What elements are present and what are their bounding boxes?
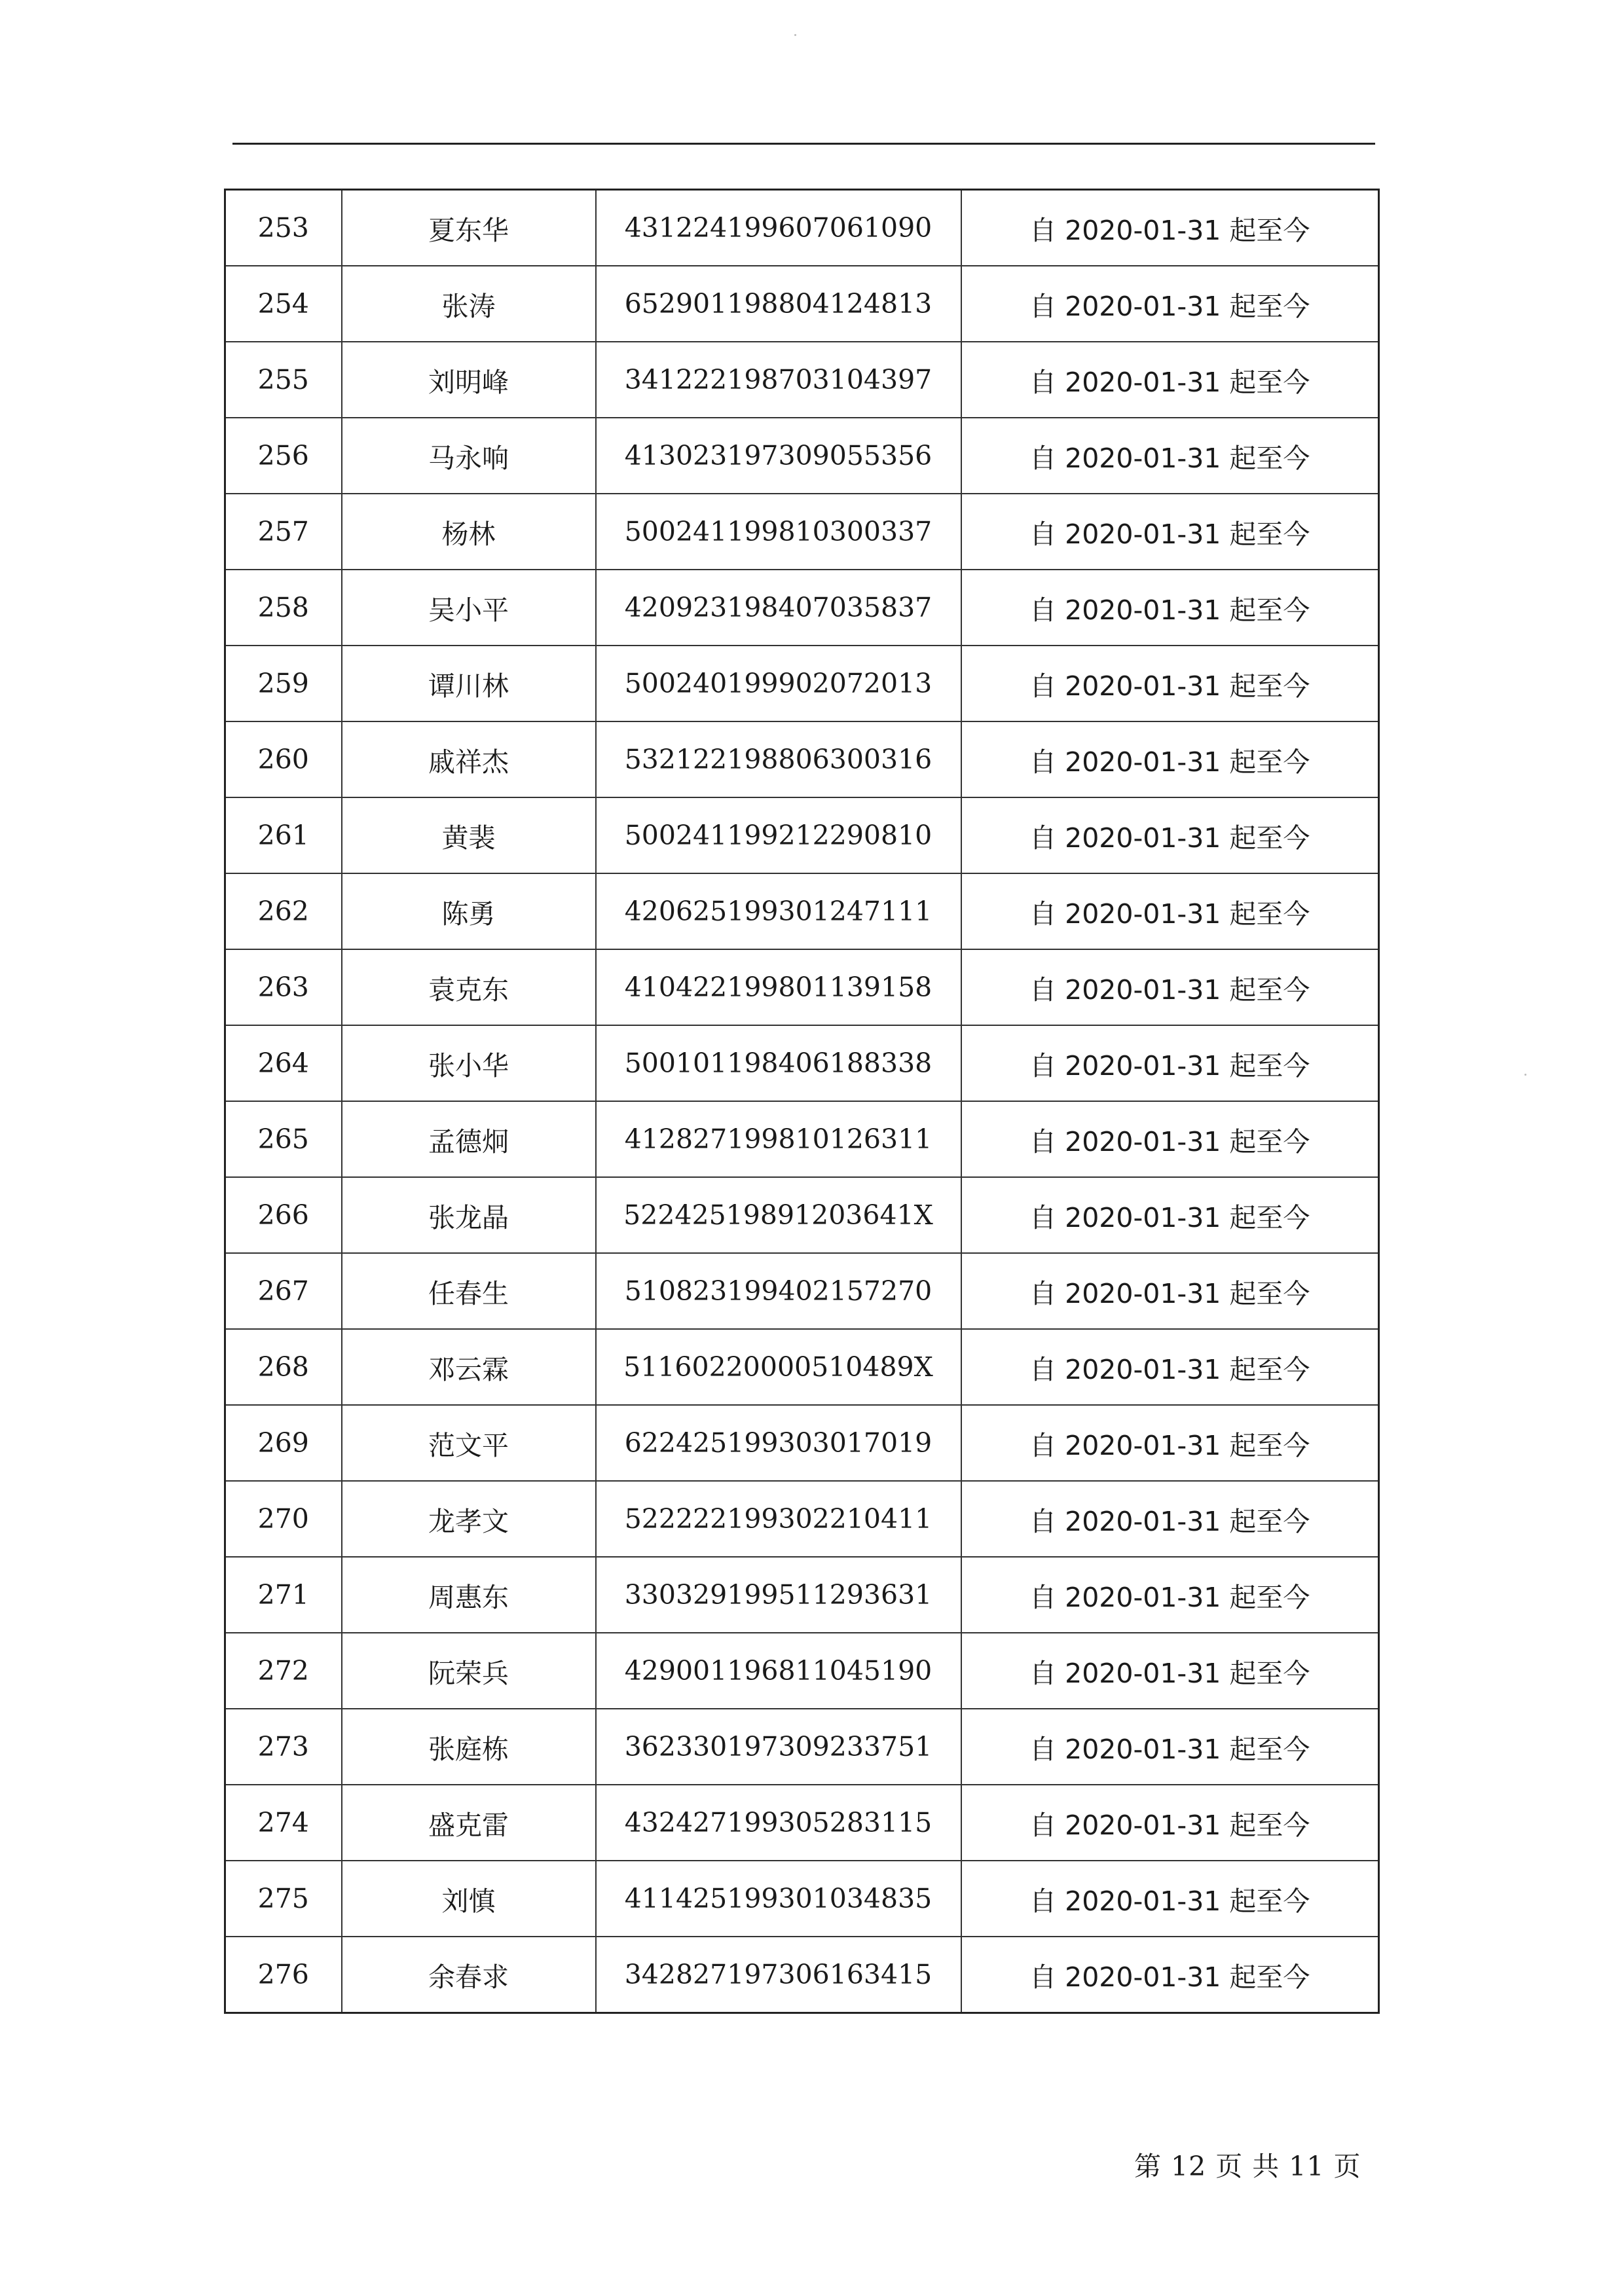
person-name: 马永响 xyxy=(342,418,596,494)
person-name: 龙孝文 xyxy=(342,1481,596,1557)
id-number: 420625199301247111 xyxy=(596,873,961,949)
row-number: 266 xyxy=(225,1177,342,1253)
id-number: 341222198703104397 xyxy=(596,342,961,418)
person-name: 周惠东 xyxy=(342,1557,596,1633)
table-row xyxy=(225,190,1379,266)
row-number: 256 xyxy=(225,418,342,494)
period: 自 2020-01-31 起至今 xyxy=(961,721,1379,797)
record-table-body xyxy=(225,190,1379,2013)
table-row xyxy=(225,342,1379,418)
id-number: 522222199302210411 xyxy=(596,1481,961,1557)
person-name: 张龙晶 xyxy=(342,1177,596,1253)
table-row xyxy=(225,1709,1379,1785)
period: 自 2020-01-31 起至今 xyxy=(961,873,1379,949)
period: 自 2020-01-31 起至今 xyxy=(961,1557,1379,1633)
id-number: 431224199607061090 xyxy=(596,190,961,266)
person-name: 张涛 xyxy=(342,266,596,342)
person-name: 戚祥杰 xyxy=(342,721,596,797)
person-name: 阮荣兵 xyxy=(342,1633,596,1709)
table-row xyxy=(225,266,1379,342)
record-table xyxy=(224,189,1380,2014)
id-number: 532122198806300316 xyxy=(596,721,961,797)
table-row xyxy=(225,1101,1379,1177)
period: 自 2020-01-31 起至今 xyxy=(961,1785,1379,1861)
table-row xyxy=(225,418,1379,494)
row-number: 258 xyxy=(225,570,342,646)
person-name: 夏东华 xyxy=(342,190,596,266)
row-number: 276 xyxy=(225,1937,342,2013)
person-name: 孟德炯 xyxy=(342,1101,596,1177)
period: 自 2020-01-31 起至今 xyxy=(961,266,1379,342)
period: 自 2020-01-31 起至今 xyxy=(961,494,1379,570)
period: 自 2020-01-31 起至今 xyxy=(961,797,1379,873)
id-number: 652901198804124813 xyxy=(596,266,961,342)
period: 自 2020-01-31 起至今 xyxy=(961,1861,1379,1937)
period: 自 2020-01-31 起至今 xyxy=(961,1937,1379,2013)
row-number: 257 xyxy=(225,494,342,570)
row-number: 253 xyxy=(225,190,342,266)
person-name: 张庭栋 xyxy=(342,1709,596,1785)
table-row xyxy=(225,1937,1379,2013)
person-name: 刘明峰 xyxy=(342,342,596,418)
period: 自 2020-01-31 起至今 xyxy=(961,1709,1379,1785)
table-row xyxy=(225,721,1379,797)
period: 自 2020-01-31 起至今 xyxy=(961,342,1379,418)
table-row xyxy=(225,494,1379,570)
row-number: 267 xyxy=(225,1253,342,1329)
row-number: 259 xyxy=(225,646,342,721)
person-name: 任春生 xyxy=(342,1253,596,1329)
id-number: 412827199810126311 xyxy=(596,1101,961,1177)
person-name: 邓云霖 xyxy=(342,1329,596,1405)
period: 自 2020-01-31 起至今 xyxy=(961,1405,1379,1481)
period: 自 2020-01-31 起至今 xyxy=(961,570,1379,646)
row-number: 274 xyxy=(225,1785,342,1861)
id-number: 51160220000510489X xyxy=(596,1329,961,1405)
row-number: 273 xyxy=(225,1709,342,1785)
id-number: 413023197309055356 xyxy=(596,418,961,494)
table-row xyxy=(225,1557,1379,1633)
row-number: 271 xyxy=(225,1557,342,1633)
person-name: 谭川林 xyxy=(342,646,596,721)
id-number: 52242519891203641X xyxy=(596,1177,961,1253)
scan-speck xyxy=(1524,1074,1526,1076)
row-number: 260 xyxy=(225,721,342,797)
period: 自 2020-01-31 起至今 xyxy=(961,646,1379,721)
id-number: 510823199402157270 xyxy=(596,1253,961,1329)
table-row xyxy=(225,797,1379,873)
table-row xyxy=(225,1861,1379,1937)
row-number: 263 xyxy=(225,949,342,1025)
row-number: 262 xyxy=(225,873,342,949)
row-number: 272 xyxy=(225,1633,342,1709)
table-row xyxy=(225,570,1379,646)
row-number: 261 xyxy=(225,797,342,873)
person-name: 黄裴 xyxy=(342,797,596,873)
period: 自 2020-01-31 起至今 xyxy=(961,1101,1379,1177)
person-name: 盛克雷 xyxy=(342,1785,596,1861)
table-row xyxy=(225,1253,1379,1329)
period: 自 2020-01-31 起至今 xyxy=(961,949,1379,1025)
row-number: 255 xyxy=(225,342,342,418)
id-number: 420923198407035837 xyxy=(596,570,961,646)
row-number: 254 xyxy=(225,266,342,342)
id-number: 342827197306163415 xyxy=(596,1937,961,2013)
id-number: 432427199305283115 xyxy=(596,1785,961,1861)
header-rule xyxy=(232,143,1375,145)
id-number: 500240199902072013 xyxy=(596,646,961,721)
person-name: 吴小平 xyxy=(342,570,596,646)
period: 自 2020-01-31 起至今 xyxy=(961,1253,1379,1329)
row-number: 275 xyxy=(225,1861,342,1937)
id-number: 500241199212290810 xyxy=(596,797,961,873)
page-number: 第 12 页 共 11 页 xyxy=(1134,2151,1361,2182)
table-row xyxy=(225,1177,1379,1253)
id-number: 500101198406188338 xyxy=(596,1025,961,1101)
table-row xyxy=(225,1481,1379,1557)
row-number: 268 xyxy=(225,1329,342,1405)
table-row xyxy=(225,1329,1379,1405)
id-number: 411425199301034835 xyxy=(596,1861,961,1937)
period: 自 2020-01-31 起至今 xyxy=(961,1025,1379,1101)
id-number: 429001196811045190 xyxy=(596,1633,961,1709)
person-name: 范文平 xyxy=(342,1405,596,1481)
scan-speck xyxy=(794,34,796,36)
id-number: 500241199810300337 xyxy=(596,494,961,570)
table-row xyxy=(225,1633,1379,1709)
period: 自 2020-01-31 起至今 xyxy=(961,190,1379,266)
table-row xyxy=(225,1025,1379,1101)
row-number: 264 xyxy=(225,1025,342,1101)
period: 自 2020-01-31 起至今 xyxy=(961,418,1379,494)
table-row xyxy=(225,1405,1379,1481)
table-row xyxy=(225,646,1379,721)
id-number: 410422199801139158 xyxy=(596,949,961,1025)
person-name: 刘慎 xyxy=(342,1861,596,1937)
row-number: 269 xyxy=(225,1405,342,1481)
period: 自 2020-01-31 起至今 xyxy=(961,1633,1379,1709)
person-name: 杨林 xyxy=(342,494,596,570)
table-row xyxy=(225,873,1379,949)
id-number: 622425199303017019 xyxy=(596,1405,961,1481)
id-number: 362330197309233751 xyxy=(596,1709,961,1785)
table-row xyxy=(225,949,1379,1025)
person-name: 余春求 xyxy=(342,1937,596,2013)
row-number: 270 xyxy=(225,1481,342,1557)
period: 自 2020-01-31 起至今 xyxy=(961,1177,1379,1253)
person-name: 张小华 xyxy=(342,1025,596,1101)
id-number: 330329199511293631 xyxy=(596,1557,961,1633)
table-row xyxy=(225,1785,1379,1861)
row-number: 265 xyxy=(225,1101,342,1177)
period: 自 2020-01-31 起至今 xyxy=(961,1481,1379,1557)
period: 自 2020-01-31 起至今 xyxy=(961,1329,1379,1405)
person-name: 陈勇 xyxy=(342,873,596,949)
person-name: 袁克东 xyxy=(342,949,596,1025)
